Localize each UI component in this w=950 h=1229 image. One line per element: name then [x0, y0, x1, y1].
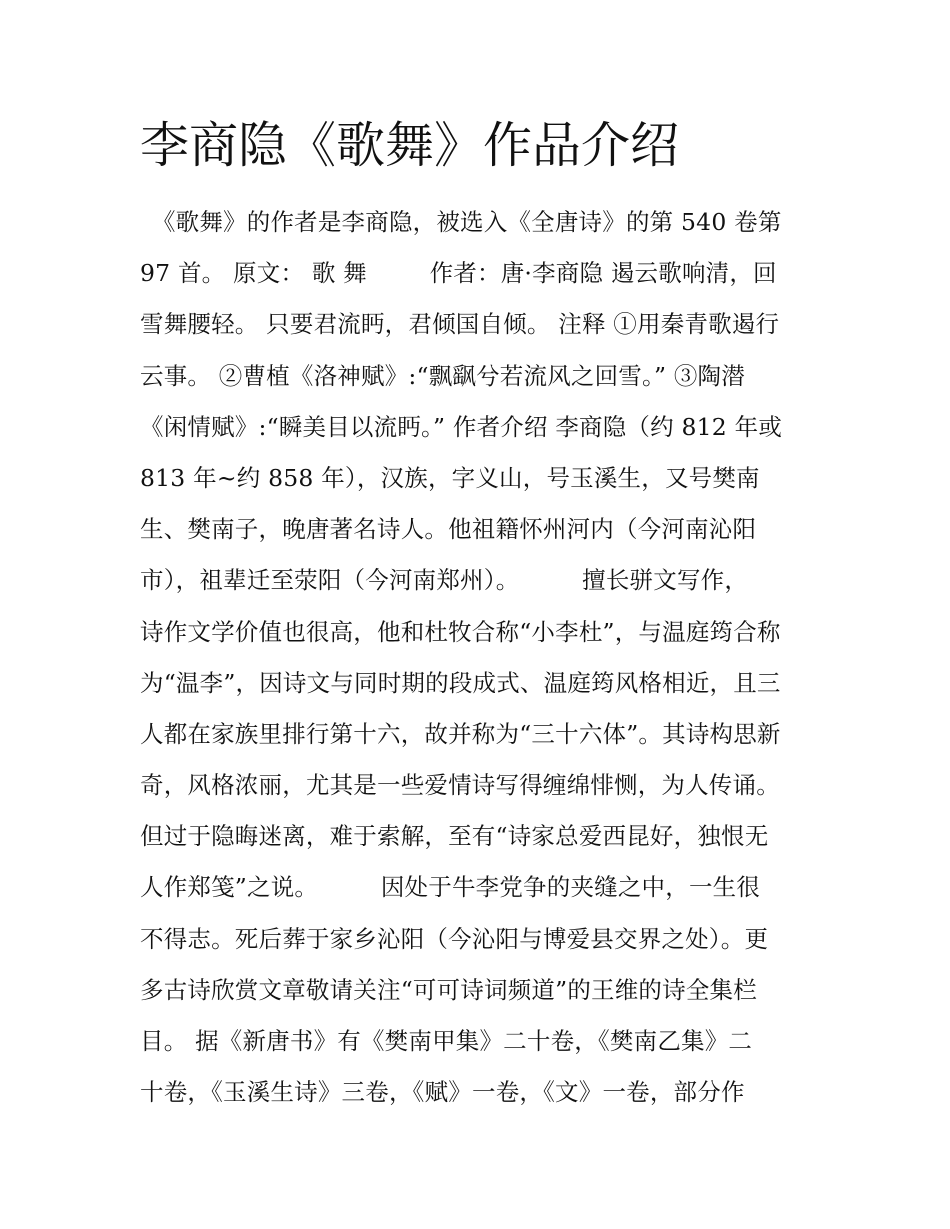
body-line: 但过于隐晦迷离，难于索解，至有“诗家总爱西昆好，独恨无: [140, 822, 769, 851]
body-line: 云事。 ②曹植《洛神赋》:“飘飖兮若流风之回雪。” ③陶潜: [140, 361, 745, 390]
document-title: 李商隐《歌舞》作品介绍: [140, 117, 680, 174]
body-line: 《歌舞》的作者是李商隐，被选入《全唐诗》的第 540 卷第: [140, 208, 782, 236]
body-line: 多古诗欣赏文章敬请关注“可可诗词频道”的王维的诗全集栏: [140, 975, 757, 1004]
body-line: 813 年~约 858 年），汉族，字义山，号玉溪生，又号樊南: [140, 463, 760, 492]
document-body: [140, 197, 820, 1118]
body-line: 十卷，《玉溪生诗》三卷，《赋》一卷，《文》一卷，部分作: [140, 1078, 745, 1107]
body-line: 人作郑笺”之说。 因处于牛李党争的夹缝之中，一生很: [140, 873, 761, 902]
body-line: 诗作文学价值也很高，他和杜牧合称“小李杜”，与温庭筠合称: [140, 617, 781, 646]
body-line: 市），祖辈迁至荥阳（今河南郑州）。 擅长骈文写作，: [140, 566, 749, 595]
body-line: 奇，风格浓丽，尤其是一些爱情诗写得缠绵悱恻，为人传诵。: [140, 771, 780, 800]
body-line: 《闲情赋》:“瞬美目以流眄。” 作者介绍 李商隐（约 812 年或: [140, 412, 783, 441]
body-line: 为“温李”，因诗文与同时期的段成式、温庭筠风格相近，且三: [140, 668, 781, 697]
body-line: 目。 据《新唐书》有《樊南甲集》二十卷，《樊南乙集》二: [140, 1027, 753, 1055]
body-line: 雪舞腰轻。 只要君流眄，君倾国自倾。 注释 ①用秦青歌遏行: [140, 310, 780, 339]
body-line: 生、樊南子，晚唐著名诗人。他祖籍怀州河内（今河南沁阳: [140, 515, 757, 544]
body-line: 人都在家族里排行第十六，故并称为“三十六体”。其诗构思新: [140, 719, 781, 748]
body-line: 不得志。死后葬于家乡沁阳（今沁阳与博爱县交界之处）。更: [140, 924, 769, 953]
body-line: 97 首。 原文： 歌 舞 作者：唐·李商隐 遏云歌响清，回: [140, 259, 777, 288]
